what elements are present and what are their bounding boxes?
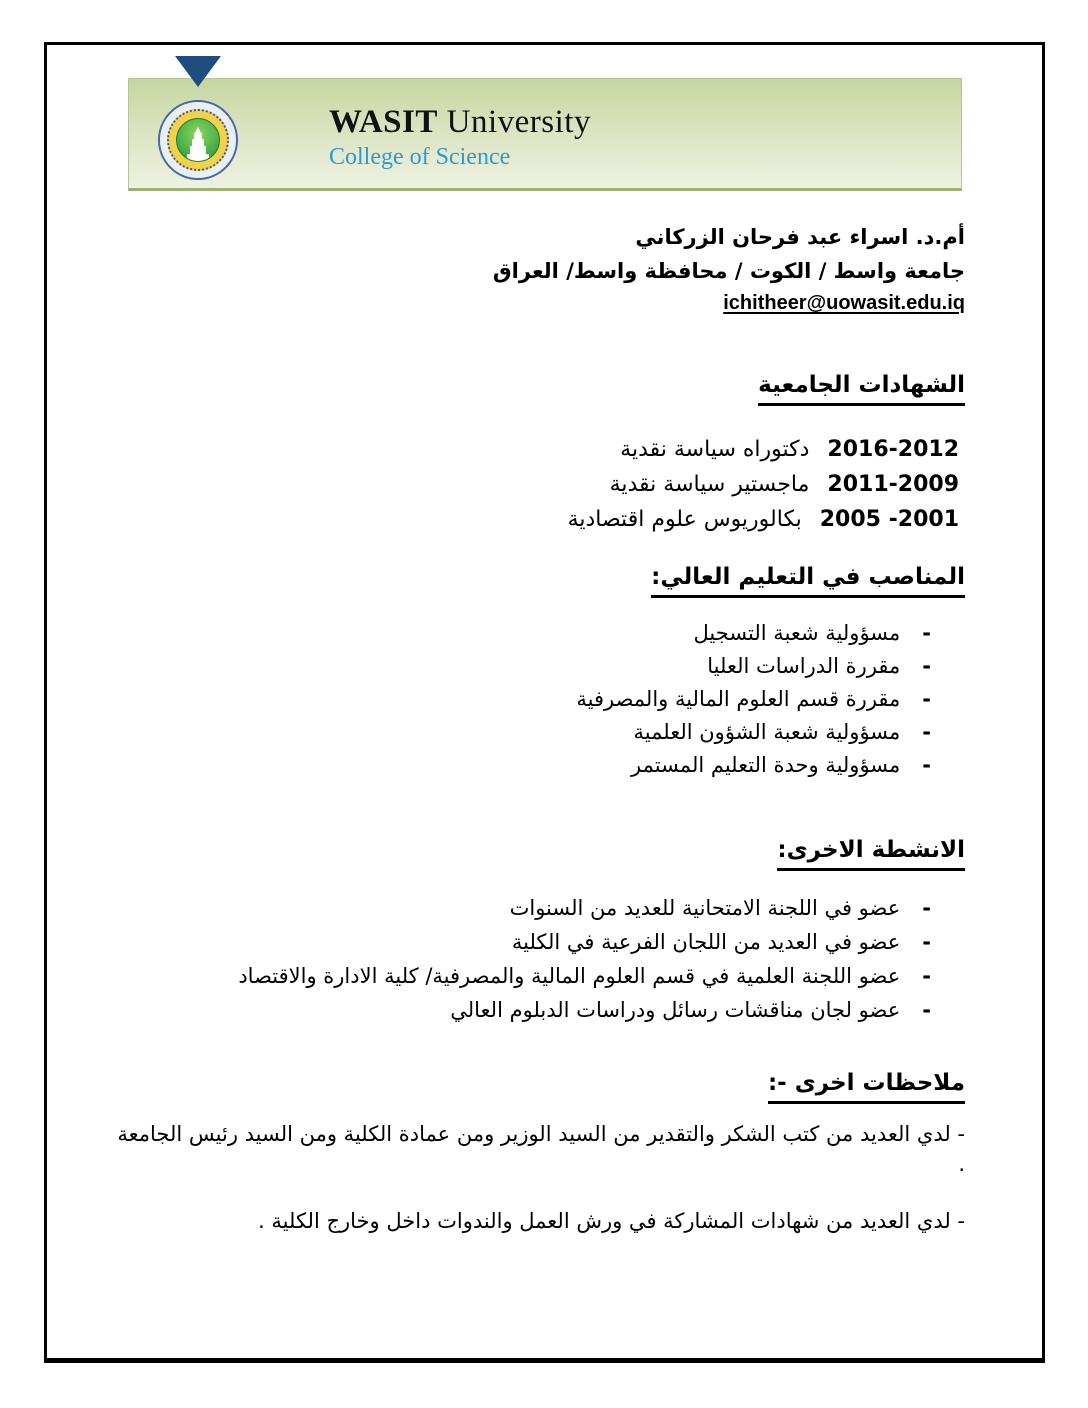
activities-list: [117, 891, 965, 1027]
dash-bullet-icon: -: [922, 720, 931, 744]
document-page: [44, 42, 1045, 1363]
degree-label: دكتوراه سياسة نقدية: [620, 437, 810, 462]
section-activities: [117, 835, 965, 871]
list-item-text: عضو اللجنة العلمية في قسم العلوم المالية والمصرفية/ كلية الادارة والاقتصاد: [238, 964, 901, 988]
list-item: [117, 891, 965, 925]
dash-bullet-icon: -: [922, 621, 931, 645]
section-notes: [117, 1068, 965, 1104]
degree-years: 2011-2009: [827, 472, 959, 497]
university-name: [329, 103, 591, 141]
dash-bullet-icon: -: [922, 753, 931, 777]
affiliation-line: جامعة واسط / الكوت / محافظة واسط/ العراق: [492, 259, 965, 283]
logo-minaret-glyph: [185, 127, 211, 161]
positions-list: [117, 617, 965, 782]
university-logo-icon: [158, 100, 238, 180]
note-line: - لدي العديد من شهادات المشاركة في ورش العمل والندوات داخل وخارج الكلية .: [258, 1209, 965, 1233]
degree-row: [117, 502, 959, 537]
person-name: أم.د. اسراء عبد فرحان الزركاني: [635, 225, 965, 249]
banner-text: [329, 103, 591, 172]
list-item-text: عضو في العديد من اللجان الفرعية في الكلية: [511, 930, 901, 954]
list-item: [117, 650, 965, 683]
degree-label: بكالوريوس علوم اقتصادية: [567, 507, 802, 532]
list-item-text: عضو في اللجنة الامتحانية للعديد من السنوات: [509, 896, 901, 920]
section-degrees: [117, 370, 965, 406]
degree-years: 2001- 2005: [819, 507, 959, 532]
positions-title: المناصب في التعليم العالي:: [651, 562, 965, 598]
activities-title: الانشطة الاخرى:: [777, 835, 965, 871]
list-item: [117, 683, 965, 716]
list-item-text: مسؤولية شعبة التسجيل: [693, 621, 901, 645]
dash-bullet-icon: -: [922, 687, 931, 711]
list-item-text: مقررة الدراسات العليا: [707, 654, 901, 678]
dash-bullet-icon: -: [922, 654, 931, 678]
logo-yellow-ring: [167, 109, 229, 171]
list-item-text: مقررة قسم العلوم المالية والمصرفية: [576, 687, 901, 711]
dash-bullet-icon: -: [922, 964, 931, 988]
college-name: College of Science: [329, 144, 511, 170]
list-item: [117, 716, 965, 749]
document-content: [117, 45, 965, 1236]
university-name-rest: University: [437, 104, 591, 140]
dash-bullet-icon: -: [922, 930, 931, 954]
degrees-list: [117, 432, 965, 537]
section-positions: [117, 562, 965, 598]
notes-title: ملاحظات اخرى -:: [768, 1068, 965, 1104]
note-line: - لدي العديد من كتب الشكر والتقدير من السيد الوزير ومن عمادة الكلية ومن السيد رئيس الجامعة .: [117, 1122, 965, 1176]
degree-row: [117, 467, 959, 502]
list-item: [117, 925, 965, 959]
dash-bullet-icon: -: [922, 998, 931, 1022]
university-name-bold: WASIT: [329, 104, 438, 140]
list-item-text: مسؤولية شعبة الشؤون العلمية: [633, 720, 901, 744]
list-item: [117, 959, 965, 993]
list-item-text: عضو لجان مناقشات رسائل ودراسات الدبلوم العالي: [450, 998, 901, 1022]
email-line: [117, 288, 965, 319]
logo-green-core: [176, 118, 220, 162]
degree-label: ماجستير سياسة نقدية: [609, 472, 810, 497]
email-link[interactable]: ichitheer@uowasit.edu.iq: [723, 292, 965, 314]
down-triangle-icon: [175, 56, 221, 87]
degree-row: [117, 432, 959, 467]
dash-bullet-icon: -: [922, 896, 931, 920]
degree-years: 2016-2012: [827, 437, 959, 462]
list-item: [117, 617, 965, 650]
list-item: [117, 993, 965, 1027]
list-item: [117, 749, 965, 782]
degrees-title: الشهادات الجامعية: [758, 370, 965, 406]
list-item-text: مسؤولية وحدة التعليم المستمر: [631, 753, 901, 777]
